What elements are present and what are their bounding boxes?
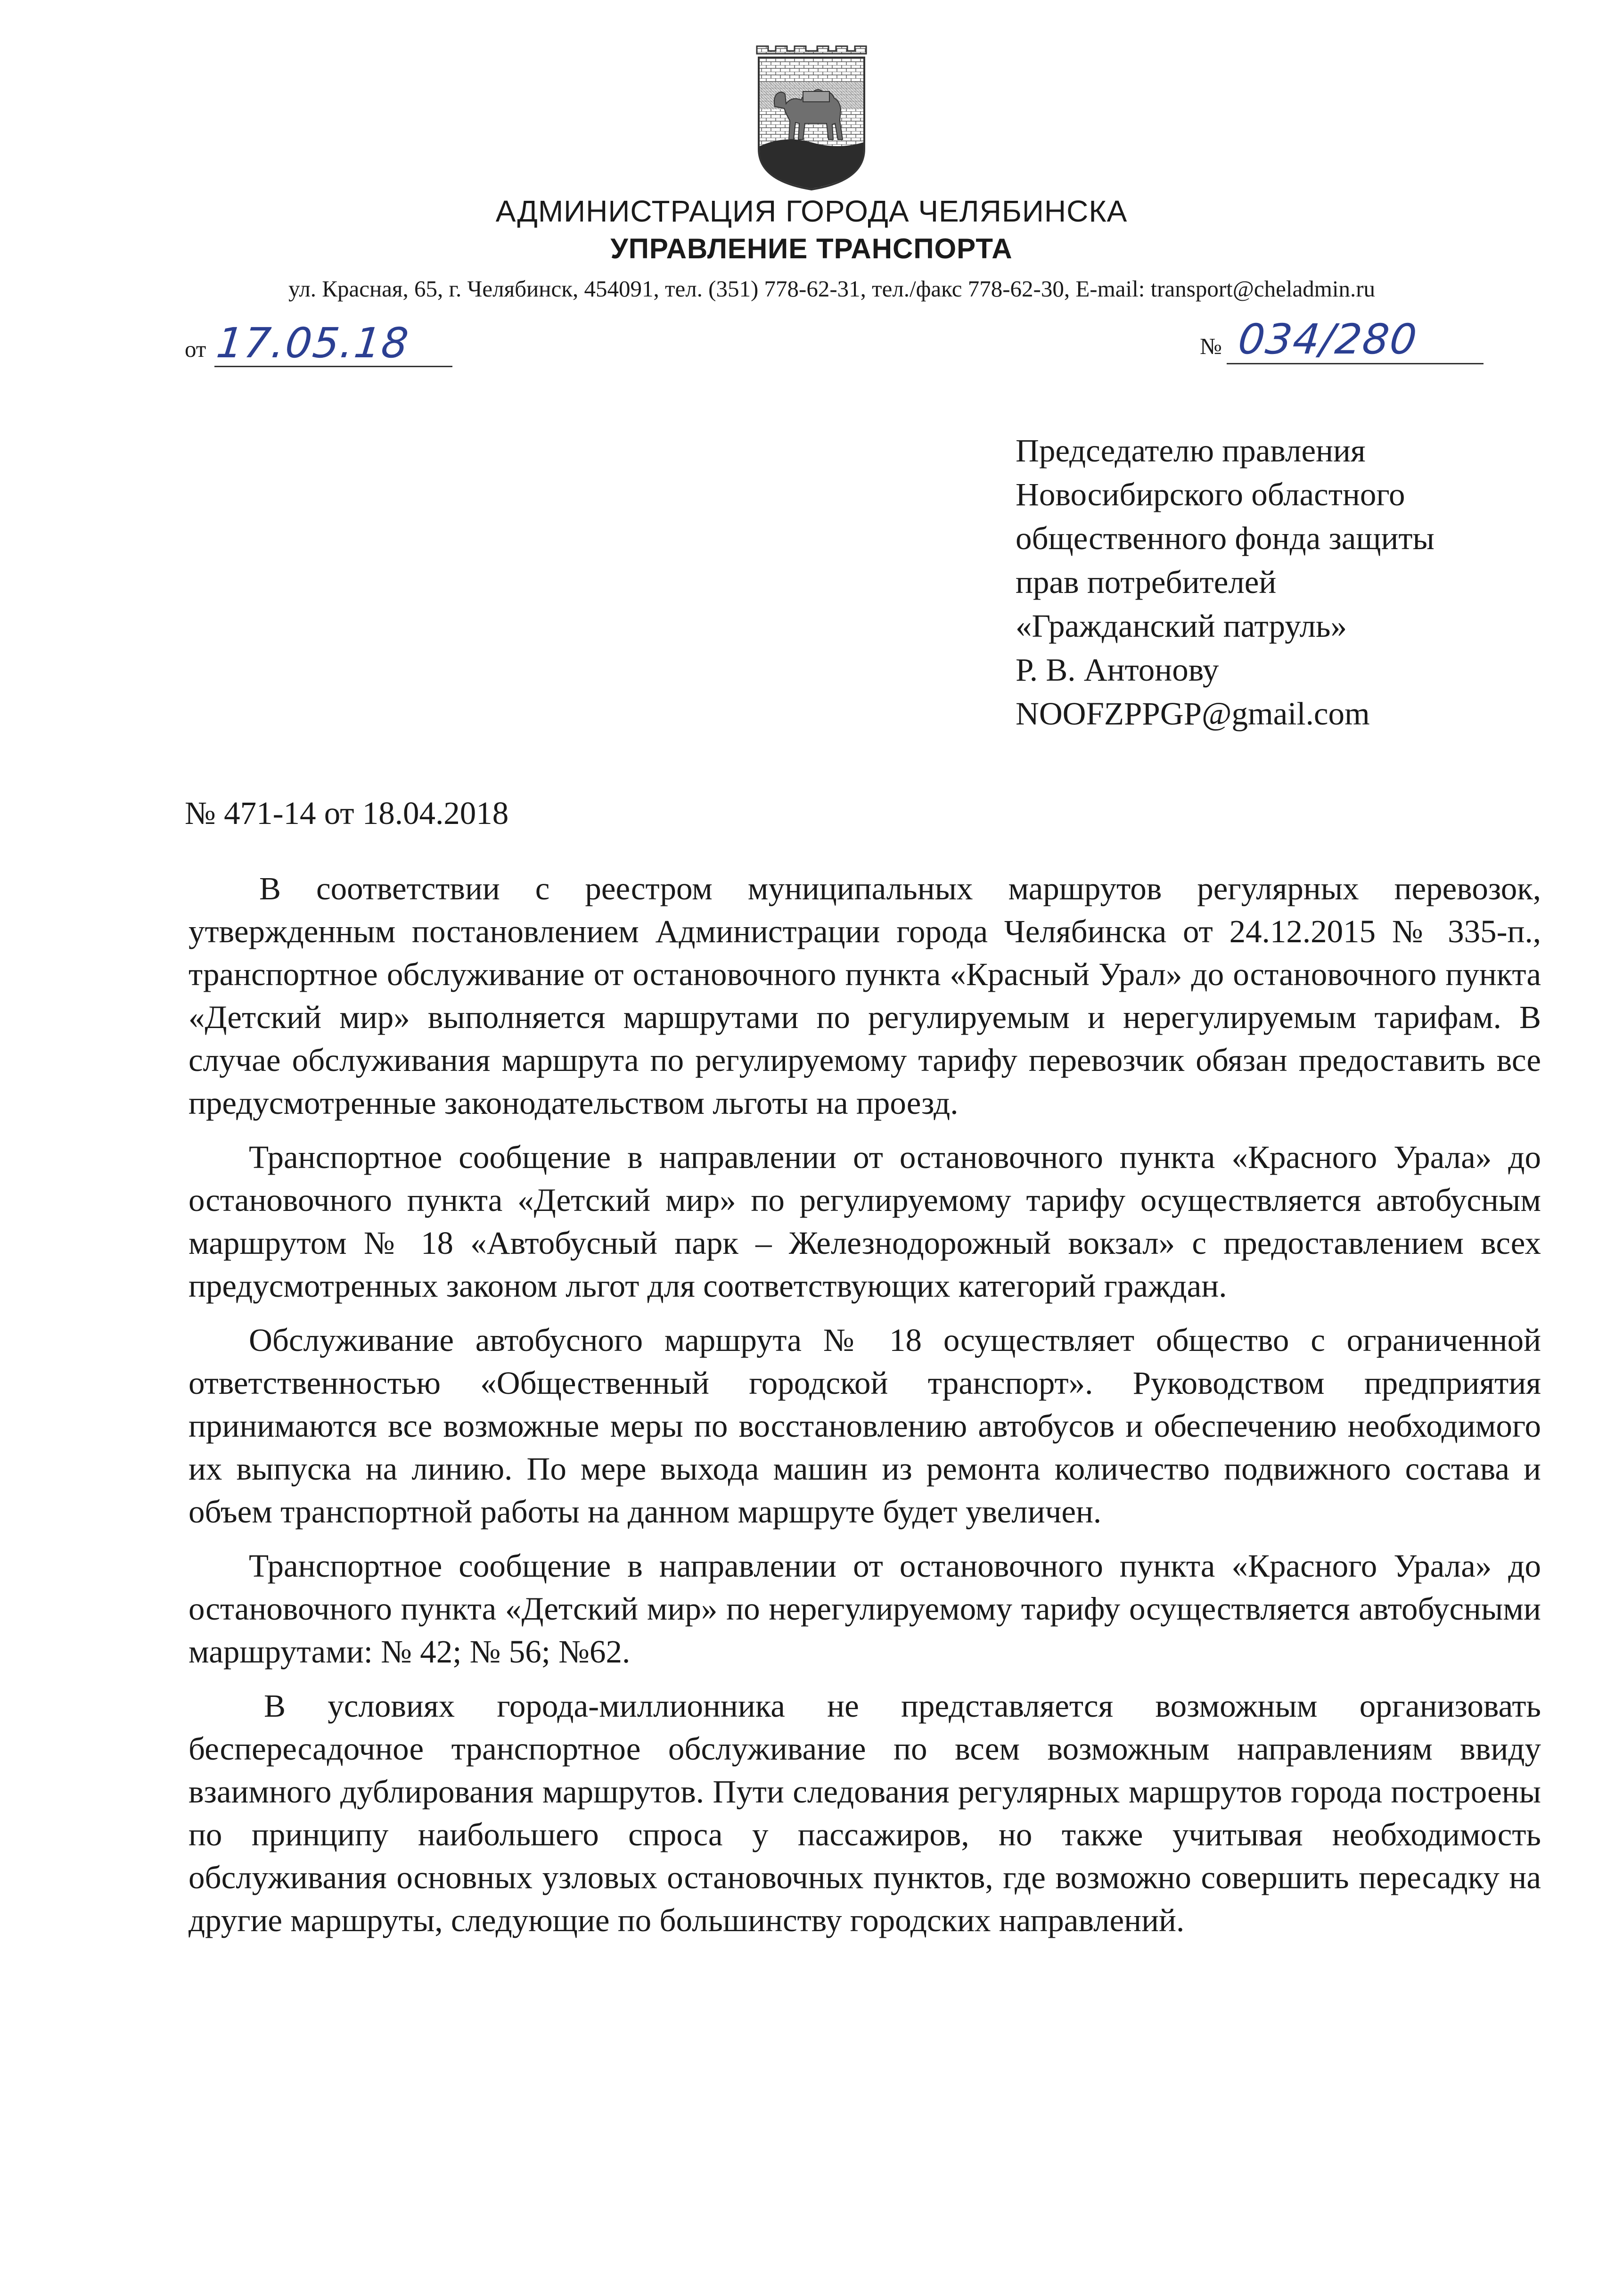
paragraph: Обслуживание автобусного маршрута № 18 осуществляет общество с ограниченной ответственностью «Общественный городской транспорт». Руководством предприятия принимаются все возможные меры по восстановлению автобусов и обеспечению необходимого их выпуска на линию. По мере выхода машин из ремонта количество подвижного состава и объем транспортной работы на данном маршруте будет увеличен.	[189, 1322, 1541, 1530]
addressee-line: Новосибирского областного	[1016, 477, 1405, 512]
paragraph: Транспортное сообщение в направлении от остановочного пункта «Красного Урала» до остановочного пункта «Детский мир» по нерегулируемому тарифу осуществляется автобусными маршрутами: № 42; № 56; №62.	[189, 1548, 1541, 1670]
addressee-line: «Гражданский патруль»	[1016, 608, 1347, 644]
contact-address: ул. Красная, 65, г. Челябинск, 454091, тел. (351) 778-62-31, тел./факс 778-62-30, E-mail: transport@cheladmin.ru	[288, 276, 1376, 302]
organization-name: АДМИНИСТРАЦИЯ ГОРОДА ЧЕЛЯБИНСКА	[495, 194, 1128, 228]
addressee-line: Р. В. Антонову	[1016, 652, 1219, 688]
date-label: от	[185, 336, 206, 362]
reference-number: № 471-14 от 18.04.2018	[185, 795, 509, 831]
addressee-line: прав потребителей	[1016, 564, 1277, 600]
department-name: УПРАВЛЕНИЕ ТРАНСПОРТА	[610, 233, 1013, 264]
outgoing-date: 17.05.18	[214, 319, 412, 367]
outgoing-number: 034/280	[1236, 315, 1420, 363]
addressee-block	[1016, 429, 1581, 736]
paragraph: В условиях города-миллионника не представляется возможным организовать беспересадочное транспортное обслуживание по всем возможным направлениям ввиду взаимного дублирования маршрутов. Пути следования регулярных маршрутов города построены по принципу наибольшего спроса у пассажиров, но также учитывая необходимость обслуживания основных узловых остановочных пунктов, где возможно совершить пересадку на другие маршруты, следующие по большинству городских направлений.	[189, 1688, 1541, 1938]
addressee-email: NOOFZPPGP@gmail.com	[1016, 696, 1370, 732]
number-label: №	[1200, 333, 1222, 359]
paragraph: Транспортное сообщение в направлении от остановочного пункта «Красного Урала» до остановочного пункта «Детский мир» по регулируемому тарифу осуществляется автобусным маршрутом № 18 «Автобусный парк – Железнодорожный вокзал» с предоставлением всех предусмотренных законом льгот для соответствующих категорий граждан.	[189, 1139, 1541, 1304]
coat-of-arms-icon	[752, 45, 871, 191]
addressee-line: Председателю правления	[1016, 433, 1366, 469]
letter-body	[189, 867, 1541, 1942]
paragraph: В соответствии с реестром муниципальных маршрутов регулярных перевозок, утвержденным постановлением Администрации города Челябинска от 24.12.2015 № 335-п., транспортное обслуживание от остановочного пункта «Красный Урал» до остановочного пункта «Детский мир» выполняется маршрутами по регулируемым и нерегулируемым тарифам. В случае обслуживания маршрута по регулируемому тарифу перевозчик обязан предоставить все предусмотренные законодательством льготы на проезд.	[189, 871, 1541, 1121]
addressee-line: общественного фонда защиты	[1016, 520, 1434, 556]
